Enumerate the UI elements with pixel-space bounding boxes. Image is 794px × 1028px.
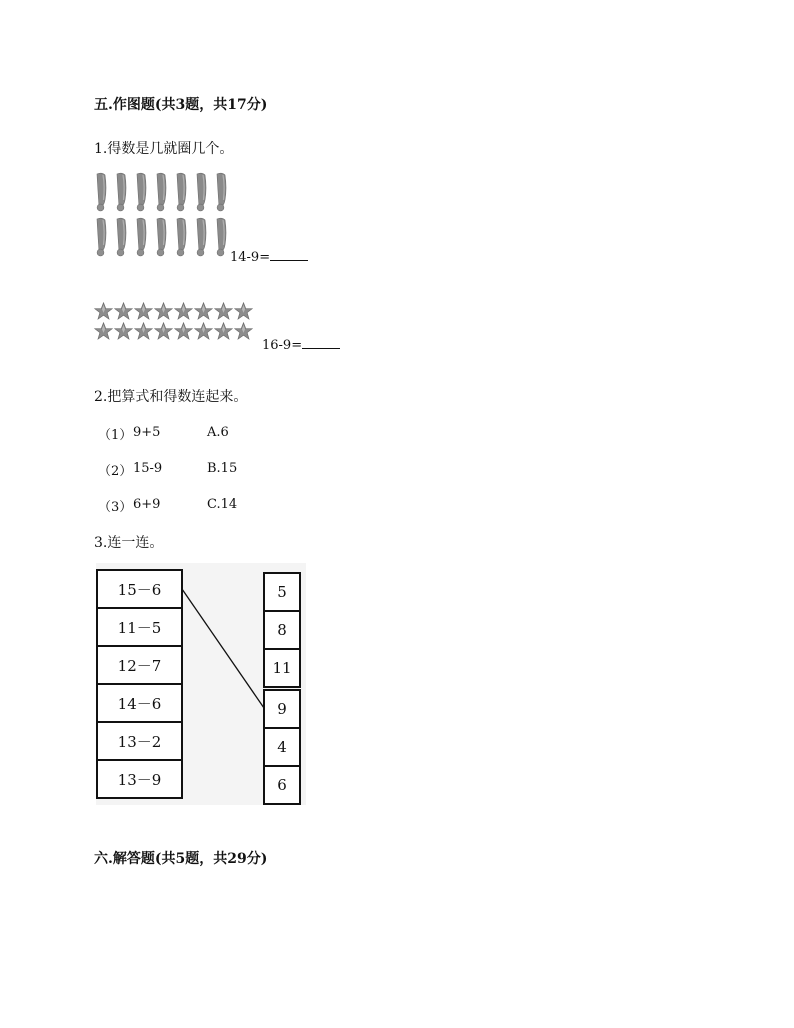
cucumber-icon	[134, 217, 148, 257]
left-expression-box[interactable]: 12－7	[96, 645, 183, 685]
cucumber-icon	[154, 172, 168, 212]
right-result-box[interactable]: 8	[263, 610, 301, 650]
star-grid	[94, 302, 253, 340]
star-icon	[234, 302, 253, 320]
star-icon	[194, 302, 213, 320]
cucumber-icon	[114, 172, 128, 212]
star-icon	[94, 322, 113, 340]
item-answer[interactable]: B.15	[207, 461, 238, 476]
star-icon	[174, 322, 193, 340]
item-answer[interactable]: A.6	[207, 425, 229, 440]
answer-blank[interactable]	[302, 336, 340, 349]
right-result-box[interactable]: 5	[263, 572, 301, 612]
cucumber-line	[94, 217, 228, 257]
star-icon	[234, 322, 253, 340]
left-expression-box[interactable]: 11－5	[96, 607, 183, 647]
cucumber-icon	[174, 172, 188, 212]
cucumber-line	[94, 172, 228, 212]
question-1-prompt: 1.得数是几就圈几个。	[94, 141, 234, 157]
cucumber-icon	[194, 217, 208, 257]
equation-text: 14-9=	[230, 250, 271, 265]
star-icon	[174, 302, 193, 320]
star-icon	[194, 322, 213, 340]
left-expression-box[interactable]: 13－2	[96, 721, 183, 761]
item-expression[interactable]: 15-9	[133, 461, 163, 476]
cucumber-icon	[134, 172, 148, 212]
section-heading-6: 六.解答题(共5题，共29分)	[94, 851, 268, 867]
equation-16-9	[262, 336, 340, 353]
star-icon	[114, 322, 133, 340]
answer-blank[interactable]	[270, 248, 308, 261]
star-icon	[214, 322, 233, 340]
cucumber-grid	[94, 172, 228, 257]
star-line	[94, 322, 253, 340]
right-result-box[interactable]: 9	[263, 689, 301, 729]
section-heading-5: 五.作图题(共3题，共17分)	[94, 97, 268, 113]
right-result-box[interactable]: 11	[263, 648, 301, 688]
question-3-prompt: 3.连一连。	[94, 535, 164, 551]
cucumber-icon	[214, 172, 228, 212]
star-icon	[114, 302, 133, 320]
item-number: （2）	[98, 464, 133, 479]
cucumber-icon	[194, 172, 208, 212]
cucumber-icon	[94, 217, 108, 257]
item-number: （3）	[98, 500, 133, 515]
left-expression-box[interactable]: 15－6	[96, 569, 183, 609]
cucumber-icon	[174, 217, 188, 257]
cucumber-icon	[114, 217, 128, 257]
left-expression-box[interactable]: 14－6	[96, 683, 183, 723]
star-icon	[134, 302, 153, 320]
cucumber-icon	[214, 217, 228, 257]
left-expression-box[interactable]: 13－9	[96, 759, 183, 799]
equation-14-9	[230, 248, 308, 265]
cucumber-icon	[154, 217, 168, 257]
star-icon	[154, 322, 173, 340]
equation-text: 16-9=	[262, 338, 303, 353]
question-2-prompt: 2.把算式和得数连起来。	[94, 389, 248, 405]
star-icon	[134, 322, 153, 340]
item-number: （1）	[98, 428, 133, 443]
star-icon	[94, 302, 113, 320]
cucumber-icon	[94, 172, 108, 212]
item-expression[interactable]: 9+5	[133, 425, 161, 440]
star-icon	[154, 302, 173, 320]
right-result-box[interactable]: 6	[263, 765, 301, 805]
star-line	[94, 302, 253, 320]
right-result-box[interactable]: 4	[263, 727, 301, 767]
item-answer[interactable]: C.14	[207, 497, 238, 512]
star-icon	[214, 302, 233, 320]
item-expression[interactable]: 6+9	[133, 497, 161, 512]
